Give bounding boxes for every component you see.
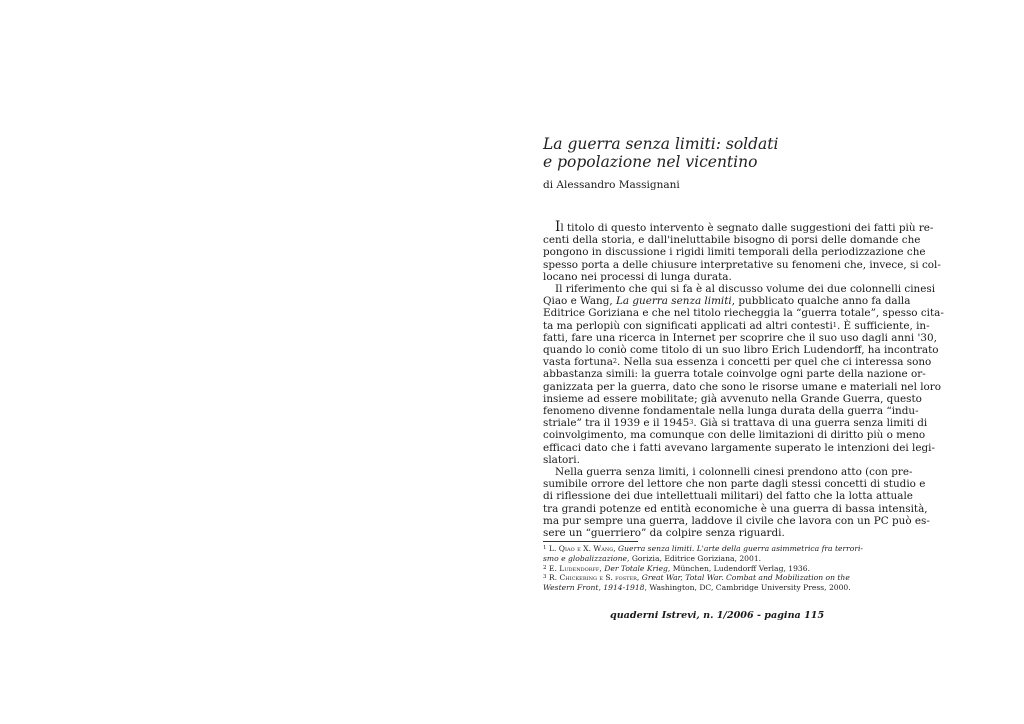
body-line: Qiao e Wang, La guerra senza limiti, pubblicato qualche anno fa dalla xyxy=(543,295,911,308)
footnote-3: $^3$ R. Chickering e S. foster, Great War, Total War. Combat and Mobilization on the xyxy=(543,573,850,583)
body-line: ma pur sempre una guerra, laddove il civile che lavora con un PC può es- xyxy=(543,514,930,527)
body-line: centi della storia, e dall'ineluttabile bisogno di porsi delle domande che xyxy=(543,234,921,247)
footnote-ref[interactable]: 1 xyxy=(832,320,837,329)
footnote-3-cont: Western Front, 1914-1918, Washington, DC, Cambridge University Press, 2000. xyxy=(543,583,851,593)
body-line: sere un “guerriero” da colpire senza riguardi. xyxy=(543,527,785,540)
article-title xyxy=(543,135,863,171)
body-line: Il riferimento che qui si fa è al discusso volume dei due colonnelli cinesi xyxy=(555,283,936,296)
body-line: vasta fortuna$^2$. Nella sua essenza i concetti per quel che ci interessa sono xyxy=(543,356,932,369)
body-line: locano nei processi di lunga durata. xyxy=(543,270,732,283)
body-line: tra grandi potenze ed entità economiche è una guerra di bassa intensità, xyxy=(543,502,928,515)
body-line: pongono in discussione i rigidi limiti temporali della periodizzazione che xyxy=(543,246,926,259)
book-title: La guerra senza limiti xyxy=(615,295,732,308)
body-line: fenomeno divenne fondamentale nella lunga durata della guerra “indu- xyxy=(543,405,919,418)
page-footer: quaderni Istrevi, n. 1/2006 - pagina 115 xyxy=(610,610,825,621)
footnote-ref[interactable]: 2 xyxy=(612,357,618,366)
article-title-line-2: e popolazione nel vicentino xyxy=(543,153,758,171)
body-line: sumibile orrore del lettore che non parte dagli stessi concetti di studio e xyxy=(543,478,926,491)
body-line: efficaci dato che i fatti avevano largamente superato le intenzioni dei legi- xyxy=(543,441,935,454)
footnote-2: $^2$ E. Ludendorff, Der Totale Krieg, München, Ludendorff Verlag, 1936. xyxy=(543,563,811,573)
footnotes xyxy=(543,544,863,593)
article-title-line-1: La guerra senza limiti: soldati xyxy=(543,135,779,153)
body-line: Nella guerra senza limiti, i colonnelli cinesi prendono atto (con pre- xyxy=(555,466,913,479)
footnote-divider xyxy=(543,541,638,542)
footnote-number: 3 xyxy=(543,574,547,581)
body-line: coinvolgimento, ma comunque con delle limitazioni di diritto più o meno xyxy=(543,429,926,442)
body-line: Editrice Goriziana e che nel titolo riecheggia la “guerra totale”, spesso cita- xyxy=(543,307,944,320)
article-author: di Alessandro Massignani xyxy=(543,179,680,191)
body-line: quando lo coniò come titolo di un suo libro Erich Ludendorff, ha incontrato xyxy=(543,344,939,357)
footnote-1: $^1$ L. Qiao e X. Wang, Guerra senza limiti. L'arte della guerra asimmetrica fra terrori- xyxy=(543,544,863,553)
body-line: abbastanza simili: la guerra totale coinvolge ogni parte della nazione or- xyxy=(543,368,926,381)
article-body xyxy=(543,219,944,540)
body-line: di riflessione dei due intellettuali militari) del fatto che la lotta attuale xyxy=(543,490,913,503)
body-line: insieme ad essere mobilitate; già avvenuto nella Grande Guerra, questo xyxy=(543,392,922,405)
body-line: striale” tra il 1939 e il 1945$^3$. Già si trattava di una guerra senza limiti di xyxy=(543,417,928,430)
body-line: ganizzata per la guerra, dato che sono le risorse umane e materiali nel loro xyxy=(543,380,941,393)
footnote-ref[interactable]: 3 xyxy=(689,418,694,427)
footnote-number: 2 xyxy=(543,564,547,571)
footnote-number: 1 xyxy=(543,545,547,551)
body-line: slatori. xyxy=(543,453,580,466)
body-line: spesso porta a delle chiusure interpretative su fenomeni che, invece, si col- xyxy=(543,258,941,271)
footnote-1-cont: smo e globalizzazione, Gorizia, Editrice Goriziana, 2001. xyxy=(543,553,762,563)
body-line: ta ma perlopiù con significati applicati ad altri contesti$^1$. È sufficiente, in- xyxy=(543,319,930,332)
body-line: fatti, fare una ricerca in Internet per scoprire che il suo uso dagli anni '30, xyxy=(543,331,937,344)
drop-cap: I xyxy=(555,219,561,235)
body-line: Il titolo di questo intervento è segnato dalle suggestioni dei fatti più re- xyxy=(555,219,934,235)
